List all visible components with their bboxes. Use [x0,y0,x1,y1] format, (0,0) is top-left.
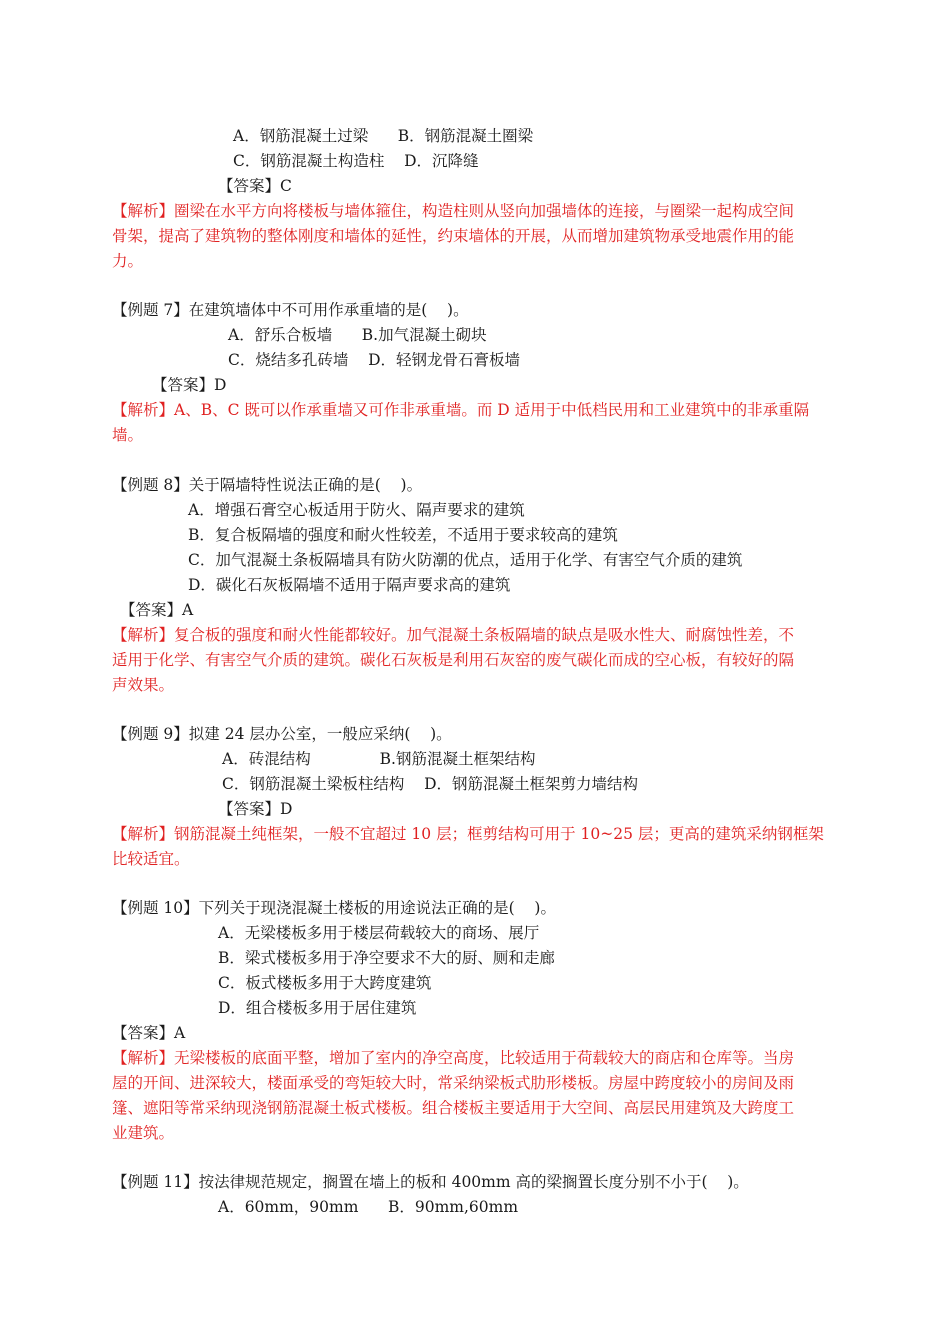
q6-analysis-line-3: 力。 [112,252,144,270]
q7-options-ab: A．舒乐合板墙 B.加气混凝土砌块 [228,326,487,344]
q10-analysis-line-2: 屋的开间、进深较大，楼面承受的弯矩较大时，常采纳梁板式肋形楼板。房屋中跨度较小的房间及雨 [112,1074,795,1092]
q6-analysis-tag: 【解析】 [112,202,175,220]
q8-analysis-line-3: 声效果。 [112,676,175,694]
q6-options-cd: C．钢筋混凝土构造柱 D．沉降缝 [233,152,479,170]
q6-analysis-line-1 [112,199,794,224]
q9-answer: 【答案】D [218,800,293,818]
q8-option-d: D．碳化石灰板隔墙不适用于隔声要求高的建筑 [188,576,511,594]
q8-analysis-line-2: 适用于化学、有害空气介质的建筑。碳化石灰板是利用石灰窑的废气碳化而成的空心板，有较好的隔 [112,651,795,669]
q10-analysis-line-3: 篷、遮阳等常采纳现浇钢筋混凝土板式楼板。组合楼板主要适用于大空间、高层民用建筑及大跨度工 [112,1099,795,1117]
q6-analysis-line-2: 骨架，提高了建筑物的整体刚度和墙体的延性，约束墙体的开展，从而增加建筑物承受地震作用的能 [112,227,795,245]
q8-answer: 【答案】A [120,601,194,619]
q6-options-ab: A．钢筋混凝土过梁 B．钢筋混凝土圈梁 [233,127,534,145]
q10-option-d: D．组合楼板多用于居住建筑 [218,999,417,1017]
q10-option-a: A．无梁楼板多用于楼层荷载较大的商场、展厅 [218,924,540,942]
q8-option-c: C．加气混凝土条板隔墙具有防火防潮的优点，适用于化学、有害空气介质的建筑 [188,551,743,569]
q10-option-b: B．梁式楼板多用于净空要求不大的厨、厕和走廊 [218,949,555,967]
q10-analysis-line-4: 业建筑。 [112,1124,175,1142]
q9-stem: 【例题 9】拟建 24 层办公室，一般应采纳( )。 [112,725,452,743]
q7-answer: 【答案】D [152,376,227,394]
q8-option-b: B．复合板隔墙的强度和耐火性较差，不适用于要求较高的建筑 [188,526,618,544]
q11-stem: 【例题 11】按法律规范规定，搁置在墙上的板和 400mm 高的梁搁置长度分别不小于( )。 [112,1173,749,1191]
q7-stem: 【例题 7】在建筑墙体中不可用作承重墙的是( )。 [112,301,469,319]
q9-analysis-line-1: 【解析】钢筋混凝土纯框架，一般不宜超过 10 层；框剪结构可用于 10~25 层；更高的建筑采纳钢框架 [112,825,824,843]
q10-stem: 【例题 10】下列关于现浇混凝土楼板的用途说法正确的是( )。 [112,899,556,917]
q7-options-cd: C．烧结多孔砖墙 D．轻钢龙骨石膏板墙 [228,351,520,369]
q10-analysis-line-1: 【解析】无梁楼板的底面平整，增加了室内的净空高度，比较适用于荷载较大的商店和仓库等。当房 [112,1049,795,1067]
q9-options-ab: A．砖混结构 B.钢筋混凝土框架结构 [222,750,536,768]
q10-option-c: C．板式楼板多用于大跨度建筑 [218,974,432,992]
q10-answer: 【答案】A [112,1024,186,1042]
q8-analysis-line-1: 【解析】复合板的强度和耐火性能都较好。加气混凝土条板隔墙的缺点是吸水性大、耐腐蚀性差，不 [112,626,795,644]
q6-answer: 【答案】C [218,177,292,195]
q7-analysis-line-2: 墙。 [112,426,144,444]
q9-options-cd: C．钢筋混凝土梁板柱结构 D．钢筋混凝土框架剪力墙结构 [222,775,638,793]
q7-analysis-line-1: 【解析】A、B、C 既可以作承重墙又可作非承重墙。而 D 适用于中低档民用和工业建筑中的非承重隔 [112,401,810,419]
q8-option-a: A．增强石膏空心板适用于防火、隔声要求的建筑 [188,501,525,519]
q11-options-ab: A．60mm，90mm B．90mm,60mm [218,1198,519,1216]
q8-stem: 【例题 8】关于隔墙特性说法正确的是( )。 [112,476,423,494]
q6-analysis-text-1: 圈梁在水平方向将楼板与墙体箍住，构造柱则从竖向加强墙体的连接，与圈梁一起构成空间 [174,202,795,220]
q9-analysis-line-2: 比较适宜。 [112,850,190,868]
